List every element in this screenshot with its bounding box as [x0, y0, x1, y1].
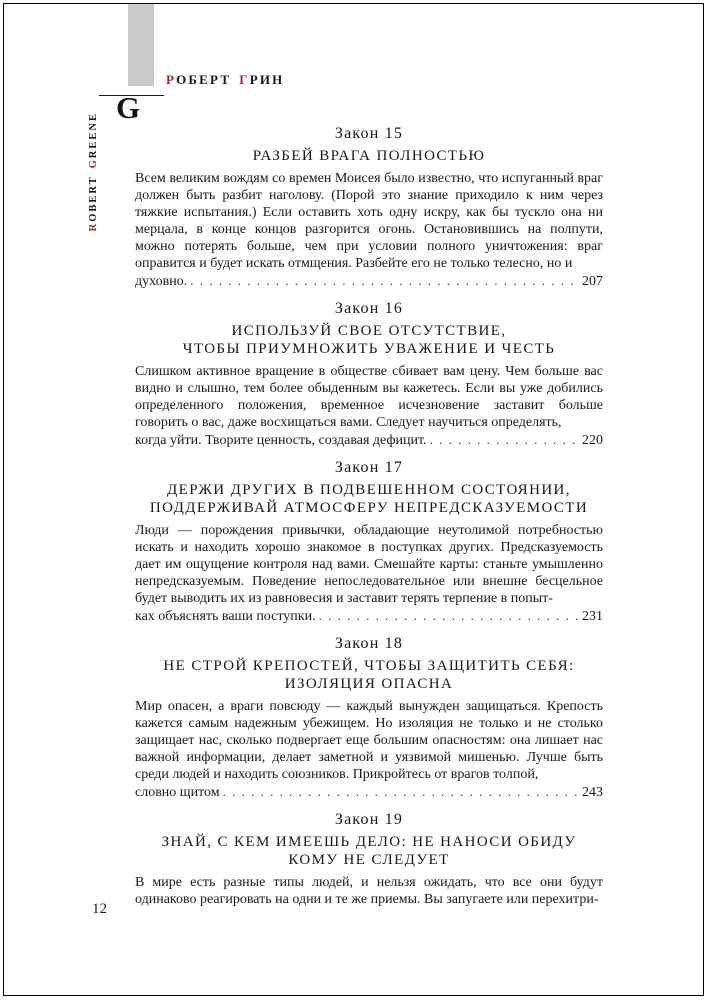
law-summary: Мир опасен, а враги повсюду — каждый вынужден защищаться. Крепость кажется самым надежным убежищем. Но изоляция не только и не столько защищает нас, сколько подвергает еще большим опасностям: она лишает нас важной информации, делает заметной и уязвимой мишенью. Лучше быть среди людей и находить союзников. Прикройтесь от врагов толпой,: [135, 699, 603, 782]
law-title-line: ЧТОБЫ ПРИУМНОЖИТЬ УВАЖЕНИЕ И ЧЕСТЬ: [182, 341, 556, 357]
author-name-part: ОБЕРТ: [176, 72, 232, 87]
dot-leader: [430, 431, 579, 449]
spine-author-name: [88, 112, 99, 231]
law-summary: Всем великим вождям со времен Моисея было известно, что испуганный враг должен быть разбит наголову. (Порой это знание приходило к ним через тяжкие испытания.) Если оставить хоть одну искру, как бы тускло она ни мерцала, в конце концов разгорится огонь. Остановившись на полпути, можно потерять больше, чем при условии полного уничтожения: враг оправится и будет искать отмщения. Разбейте его не только телесно, но и: [135, 171, 603, 271]
toc-section-law-17: [135, 458, 603, 625]
author-surname-initial: Г: [239, 72, 250, 87]
law-title-line: ЗНАЙ, С КЕМ ИМЕЕШЬ ДЕЛО: НЕ НАНОСИ ОБИДУ: [161, 834, 577, 850]
law-title-line: ПОДДЕРЖИВАЙ АТМОСФЕРУ НЕПРЕДСКАЗУЕМОСТИ: [149, 500, 589, 516]
toc-content: [135, 124, 603, 908]
law-title-line: ИЗОЛЯЦИЯ ОПАСНА: [284, 676, 454, 692]
law-title-line: ДЕРЖИ ДРУГИХ В ПОДВЕШЕННОМ СОСТОЯНИИ,: [167, 482, 571, 498]
spine-name-part: OBERT: [88, 175, 99, 222]
law-number-heading: Закон 16: [334, 300, 404, 317]
law-title-line: РАЗБЕЙ ВРАГА ПОЛНОСТЬЮ: [252, 148, 486, 164]
toc-section-law-19: [135, 810, 603, 908]
law-title: [135, 833, 603, 869]
law-title: [135, 147, 603, 165]
publisher-letter-g: G: [116, 90, 141, 125]
toc-section-law-15: [135, 124, 603, 290]
dot-leader: [319, 607, 579, 625]
author-name-header: [166, 72, 284, 88]
law-summary: Люди — порождения привычки, обладающие неутолимой потребностью искать и находить хорошо знакомое в поступках других. Предсказуемость дает им ощущение контроля над вами. Смешайте карты: станьте умышленно непредсказуемым. Поведение непоследовательное или внешне бесцельное будет выводить их из равновесия и заставит терять терпение в попыт-: [135, 523, 603, 606]
law-number-heading: Закон 17: [334, 459, 404, 476]
dot-leader: [190, 272, 579, 290]
toc-section-law-18: [135, 634, 603, 801]
author-surname-part: РИН: [249, 72, 285, 87]
spine-surname-part: REENE: [88, 112, 99, 159]
page-number: 12: [92, 901, 107, 917]
spine-initial-g: G: [88, 158, 99, 169]
toc-leader-row: [135, 607, 603, 625]
toc-page-number: 243: [582, 785, 603, 800]
law-title-line: КОМУ НЕ СЛЕДУЕТ: [288, 852, 450, 868]
toc-page-number: 231: [582, 609, 603, 624]
dot-leader: [223, 783, 579, 801]
toc-leader-row: [135, 431, 603, 449]
law-title: [135, 322, 603, 358]
law-number-heading: Закон 18: [334, 635, 404, 652]
toc-page-number: 207: [582, 274, 603, 289]
toc-leader-row: [135, 783, 603, 801]
law-number-heading: Закон 19: [334, 811, 404, 828]
toc-section-law-16: [135, 299, 603, 449]
spine-initial-r: R: [88, 221, 99, 232]
law-number-heading: Закон 15: [334, 125, 404, 142]
law-title-line: ИСПОЛЬЗУЙ СВОЕ ОТСУТСТВИЕ,: [231, 323, 507, 339]
law-title-line: НЕ СТРОЙ КРЕПОСТЕЙ, ЧТОБЫ ЗАЩИТИТЬ СЕБЯ:: [163, 658, 575, 674]
summary-tail: словно щитом: [135, 785, 220, 800]
law-summary: В мире есть разные типы людей, и нельзя ожидать, что все они будут одинаково реагировать на одни и те же приемы. Вы запугаете или перехитри-: [135, 875, 603, 907]
header-gray-bar: [128, 4, 154, 86]
summary-tail: когда уйти. Творите ценность, создавая дефицит.: [135, 433, 427, 448]
law-title: [135, 481, 603, 517]
author-initial-letter: Р: [166, 72, 177, 87]
law-summary: Слишком активное вращение в обществе сбивает вам цену. Чем больше вас видно и слышно, тем более обыденным вы кажетесь. Если вы уже добились определенного положения, временное исчезновение заставит больше говорить о вас, даже восхищаться вами. Следует научиться определять,: [135, 364, 603, 430]
summary-tail: духовно.: [135, 274, 188, 289]
law-title: [135, 657, 603, 693]
toc-leader-row: [135, 272, 603, 290]
toc-page-number: 220: [582, 433, 603, 448]
summary-tail: ках объяснять ваши поступки.: [135, 609, 316, 624]
